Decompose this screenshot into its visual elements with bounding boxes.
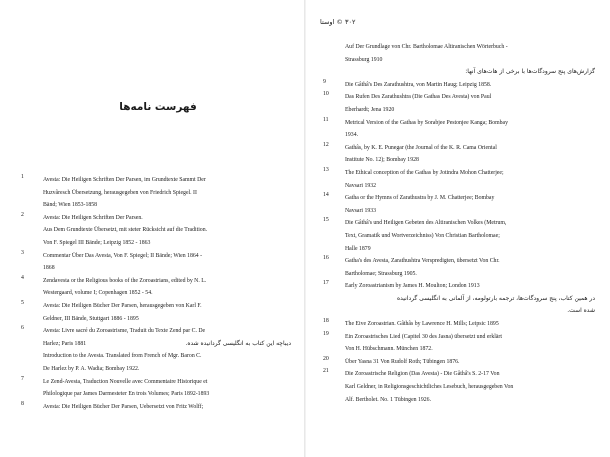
entry-number: 4 bbox=[21, 274, 24, 281]
bibliography-entry bbox=[323, 167, 595, 192]
entry-line: Navsari 1932 bbox=[345, 182, 377, 189]
entry-line: Metrical Version of the Gathas by Sorabjee Pestonjee Kanga; Bombay bbox=[345, 119, 508, 126]
entry-line-persian-note: دیباچه این کتاب به انگلیسی گردانیده شده. bbox=[185, 339, 291, 347]
entry-number: 2 bbox=[21, 211, 24, 218]
entry-line: Avesta: Die Heiligen Schriften Der Parsen, im Grundtexte Sammt Der bbox=[43, 177, 206, 183]
entry-number: 20 bbox=[323, 355, 329, 362]
bibliography-entry bbox=[323, 117, 595, 142]
entry-number: 8 bbox=[21, 400, 24, 407]
entry-number: 16 bbox=[323, 255, 329, 262]
entry-line bbox=[43, 338, 291, 351]
entry-line: Halle 1879 bbox=[345, 245, 371, 252]
bibliography-entry bbox=[323, 356, 595, 369]
entry-line: Alf. Bertholet. No. 1 Tübingen 1926. bbox=[345, 396, 432, 403]
entry-line: Von H. Hübschmann. München 1872. bbox=[345, 346, 433, 353]
entry-line: Avesta: Die Heiligen Bücher Der Parsen, Uebersetzt von Fritz Wolff; bbox=[43, 403, 204, 410]
entry-line: Geldner, III Bände, Stuttgart 1886 - 1895 bbox=[43, 315, 139, 322]
entry-line: Le Zend-Avesta, Traduction Nouvelle avec Commentaire Historique et bbox=[43, 378, 208, 385]
entry-line: Zendavesta or the Religious books of the Zoroastrians, edited by N. L. bbox=[43, 277, 207, 284]
bibliography-entry bbox=[21, 212, 291, 250]
entry-number: 18 bbox=[323, 318, 329, 325]
entry-number: 13 bbox=[323, 166, 329, 173]
entry-number: 5 bbox=[21, 299, 24, 306]
entry-line: Die Gâthâ's Des Zarathushtra, von Martin Haug; Leipzig 1858. bbox=[345, 81, 492, 88]
bibliography-entry bbox=[323, 331, 595, 356]
entry-number: 15 bbox=[323, 217, 329, 224]
entry-line: Text, Gramatik und Wortverzeichniss) Von Christian Bartholomae; bbox=[345, 232, 500, 239]
entry-number: 6 bbox=[21, 325, 24, 332]
entry-number: 21 bbox=[323, 368, 329, 375]
bibliography-entry bbox=[323, 217, 595, 255]
entry-line: Strassburg 1910 bbox=[345, 56, 383, 63]
bibliography-entry bbox=[21, 300, 291, 325]
entry-line: Von F. Spiegel III Bände; Leipzig 1852 - 1863 bbox=[43, 239, 151, 246]
entry-number: 11 bbox=[323, 116, 329, 123]
entry-number: 17 bbox=[323, 280, 329, 287]
entry-number: 19 bbox=[323, 330, 329, 337]
entry-line: The Ethical conception of the Gathas by Jotindra Mohon Chatterjee; bbox=[345, 169, 504, 176]
right-page bbox=[305, 0, 610, 457]
entry-line: Introduction to the Avesta. Translated from French of Mgr. Baron C. bbox=[43, 353, 202, 360]
entry-line: Huzvâresch Übersetzung, herausgegeben von Friedrich Spiegel. II bbox=[43, 189, 197, 196]
entry-line: Bartholomae; Strassburg 1905. bbox=[345, 270, 417, 277]
bibliography-entry bbox=[21, 250, 291, 275]
entry-number: 10 bbox=[323, 91, 329, 98]
entry-line: Westergaard, volume I; Copenhagen 1852 - 54. bbox=[43, 290, 153, 297]
entry-number: 9 bbox=[323, 78, 326, 85]
bibliography-entry bbox=[21, 275, 291, 300]
entry-number: 14 bbox=[323, 192, 329, 199]
bibliography-entry bbox=[323, 79, 595, 92]
right-bibliography-list bbox=[323, 41, 595, 406]
bibliography-entry bbox=[21, 325, 291, 375]
entry-line: Eberhardt; Jena 1920 bbox=[345, 106, 395, 113]
entry-line-persian: شده است. bbox=[567, 307, 595, 315]
bibliography-entry bbox=[323, 192, 595, 217]
section-title: فهرست نامه‌ها bbox=[119, 101, 197, 113]
entry-line: Aus Dem Grundtexte Übersetzt, mit steter Rücksicht auf die Tradition. bbox=[43, 227, 208, 234]
entry-line: Commentar Über Das Avesta, Von F. Spiegel; II Bände; Wien 1864 - bbox=[43, 252, 203, 259]
entry-line: Navsari 1933 bbox=[345, 207, 377, 214]
bibliography-entry bbox=[21, 174, 291, 212]
entry-number: 12 bbox=[323, 141, 329, 148]
entry-line: Über Yasna 31 Von Rudolf Roth; Tübingen 1876. bbox=[345, 358, 460, 365]
entry-number: 3 bbox=[21, 249, 24, 256]
entry-line: Gatha or the Hymns of Zarathustra by J. M. Chatterjee; Bombay bbox=[345, 195, 495, 202]
bibliography-entry bbox=[323, 255, 595, 280]
entry-line: Philologique par James Darmesteter En trois Volumes; Paris 1892-1893 bbox=[43, 391, 210, 398]
entry-line-persian: گزارش‌های پنج سرودگات‌ها با برخی از هات‌های آنها: bbox=[465, 68, 595, 76]
entry-line: Bänd; Wien 1853-1858 bbox=[43, 202, 98, 209]
entry-line: Auf Der Grundlage von Chr. Bartholomae Altiranischen Wörterbuch - bbox=[345, 44, 508, 50]
entry-line: 1868 bbox=[43, 265, 55, 272]
entry-line: Avesta: Die Heiligen Bücher Der Parsen, herausgegeben von Karl F. bbox=[43, 302, 202, 309]
entry-line: Avesta: Die Heiligen Schriften Der Parsen. bbox=[43, 214, 143, 221]
entry-line: Die Gâthâ's und Heiligen Gebeten des Altiranischen Volkes (Metrum, bbox=[345, 220, 507, 227]
entry-line: The Eive Zoroastrian. Gâthâs by Lawrence H. Mills; Leipsic 1895 bbox=[345, 321, 499, 328]
bibliography-entry bbox=[323, 280, 595, 318]
entry-line: Gathâs, by K. E. Punegar (the Journal of the K. R. Cama Oriental bbox=[345, 144, 497, 151]
entry-line-text: Harlez; Paris 1881 bbox=[43, 340, 87, 347]
bibliography-entry bbox=[323, 368, 595, 406]
bibliography-entry bbox=[21, 376, 291, 401]
bibliography-entry bbox=[323, 41, 595, 79]
bibliography-entry bbox=[323, 318, 595, 331]
entry-line: Karl Geldner, in Religionsgeschichtliches Lesebuch, herausgegeben Von bbox=[345, 384, 514, 391]
left-bibliography-list bbox=[21, 174, 291, 413]
entry-line: Avesta: Livre sacré du Zoroastrisme, Traduit du Texte Zend par C. De bbox=[43, 328, 206, 335]
bibliography-entry bbox=[323, 91, 595, 116]
bibliography-entry bbox=[323, 142, 595, 167]
entry-line: Ein Zoroastrisches Lied (Capitel 30 des Jasna) übersetzt und erklärt bbox=[345, 333, 502, 340]
entry-line: Early Zoroastrianism by James H. Moulton; London 1913 bbox=[345, 283, 480, 290]
entry-number: 1 bbox=[21, 174, 24, 180]
entry-line: De Harlez by P. A. Wadia; Bombay 1922. bbox=[43, 365, 140, 372]
entry-line: Institute No. 12); Bombay 1928 bbox=[345, 157, 419, 164]
bibliography-entry bbox=[21, 401, 291, 414]
entry-line: Gatha's des Avesta, Zarathushtra Verspredigten, übersetzt Von Chr. bbox=[345, 258, 500, 265]
entry-line: Die Zoroastrische Religion (Das Avesta) - Die Gâthâ's S. 2-17 Von bbox=[345, 371, 500, 378]
page-header: ۳۰۲ © اوستا bbox=[320, 18, 356, 26]
entry-line: 1934. bbox=[345, 132, 359, 139]
entry-line-persian: در همین کتاب، پنج سرودگات‌ها، ترجمه بارتولومه، از آلمانی به انگلیسی گردانیده bbox=[397, 294, 595, 302]
entry-line: Das Rufen Des Zarathushtra (Die Gathas Des Avesta) von Paul bbox=[345, 94, 492, 101]
entry-number: 7 bbox=[21, 375, 24, 382]
